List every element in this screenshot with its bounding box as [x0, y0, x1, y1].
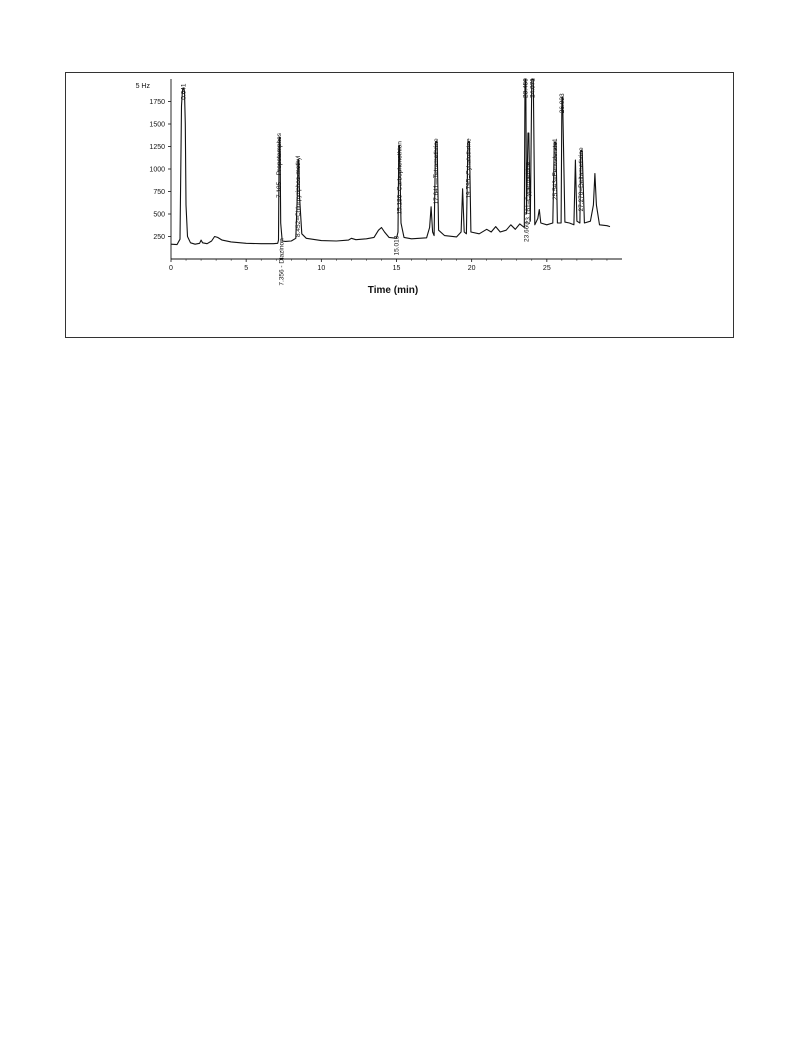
y-tick-label: 1000 — [149, 166, 165, 174]
peak-label: 19.795=Cyhalothrine — [465, 138, 473, 199]
plot-area — [171, 79, 610, 245]
peak-label: 25.543=Fenvalerate1 — [551, 138, 559, 201]
peak-label: 15.013 — [393, 235, 401, 256]
peak-label: 17.641—Tetramethrine — [433, 138, 441, 205]
y-tick-label: 1750 — [149, 98, 165, 106]
y-tick-label: 1500 — [149, 121, 165, 129]
peak-label: 23.660 — [523, 222, 531, 242]
peak-label: 15.186=Carbophenothion — [396, 141, 404, 215]
chromatogram-chart — [66, 73, 735, 339]
peak-label: 26.023 — [559, 93, 567, 114]
x-tick-label: 25 — [542, 265, 551, 272]
peak-label: 7.356 - Diazinon — [278, 238, 286, 286]
y-tick-label: 750 — [153, 188, 165, 196]
peak-label: 8.452=Chlorpyriphos-methyl — [295, 155, 303, 237]
peak-label: 23.459 — [522, 78, 530, 98]
x-tick-label: 10 — [317, 265, 326, 272]
peak-label: 7.185—Propetamphos — [276, 133, 284, 199]
y-axis-unit-label: 5 Hz — [135, 83, 150, 90]
peak-label: 27.270=Deltamethrine — [577, 147, 585, 212]
peak-label: 0.641 — [180, 83, 188, 100]
figure-frame — [65, 72, 734, 338]
y-tick-label: 250 — [153, 233, 165, 241]
y-tick-label: 1250 — [149, 143, 165, 151]
peak-label: 24.071 — [529, 78, 537, 98]
x-tick-label: 0 — [169, 265, 173, 272]
chromatogram-trace — [171, 79, 610, 245]
x-tick-label: 5 — [244, 265, 249, 272]
x-tick-label: 15 — [392, 265, 401, 272]
x-axis-title: Time (min) — [367, 285, 419, 296]
peak-label: 23.761–Cypermetrine — [525, 161, 533, 225]
y-tick-label: 500 — [153, 211, 165, 219]
x-tick-label: 20 — [467, 265, 476, 272]
